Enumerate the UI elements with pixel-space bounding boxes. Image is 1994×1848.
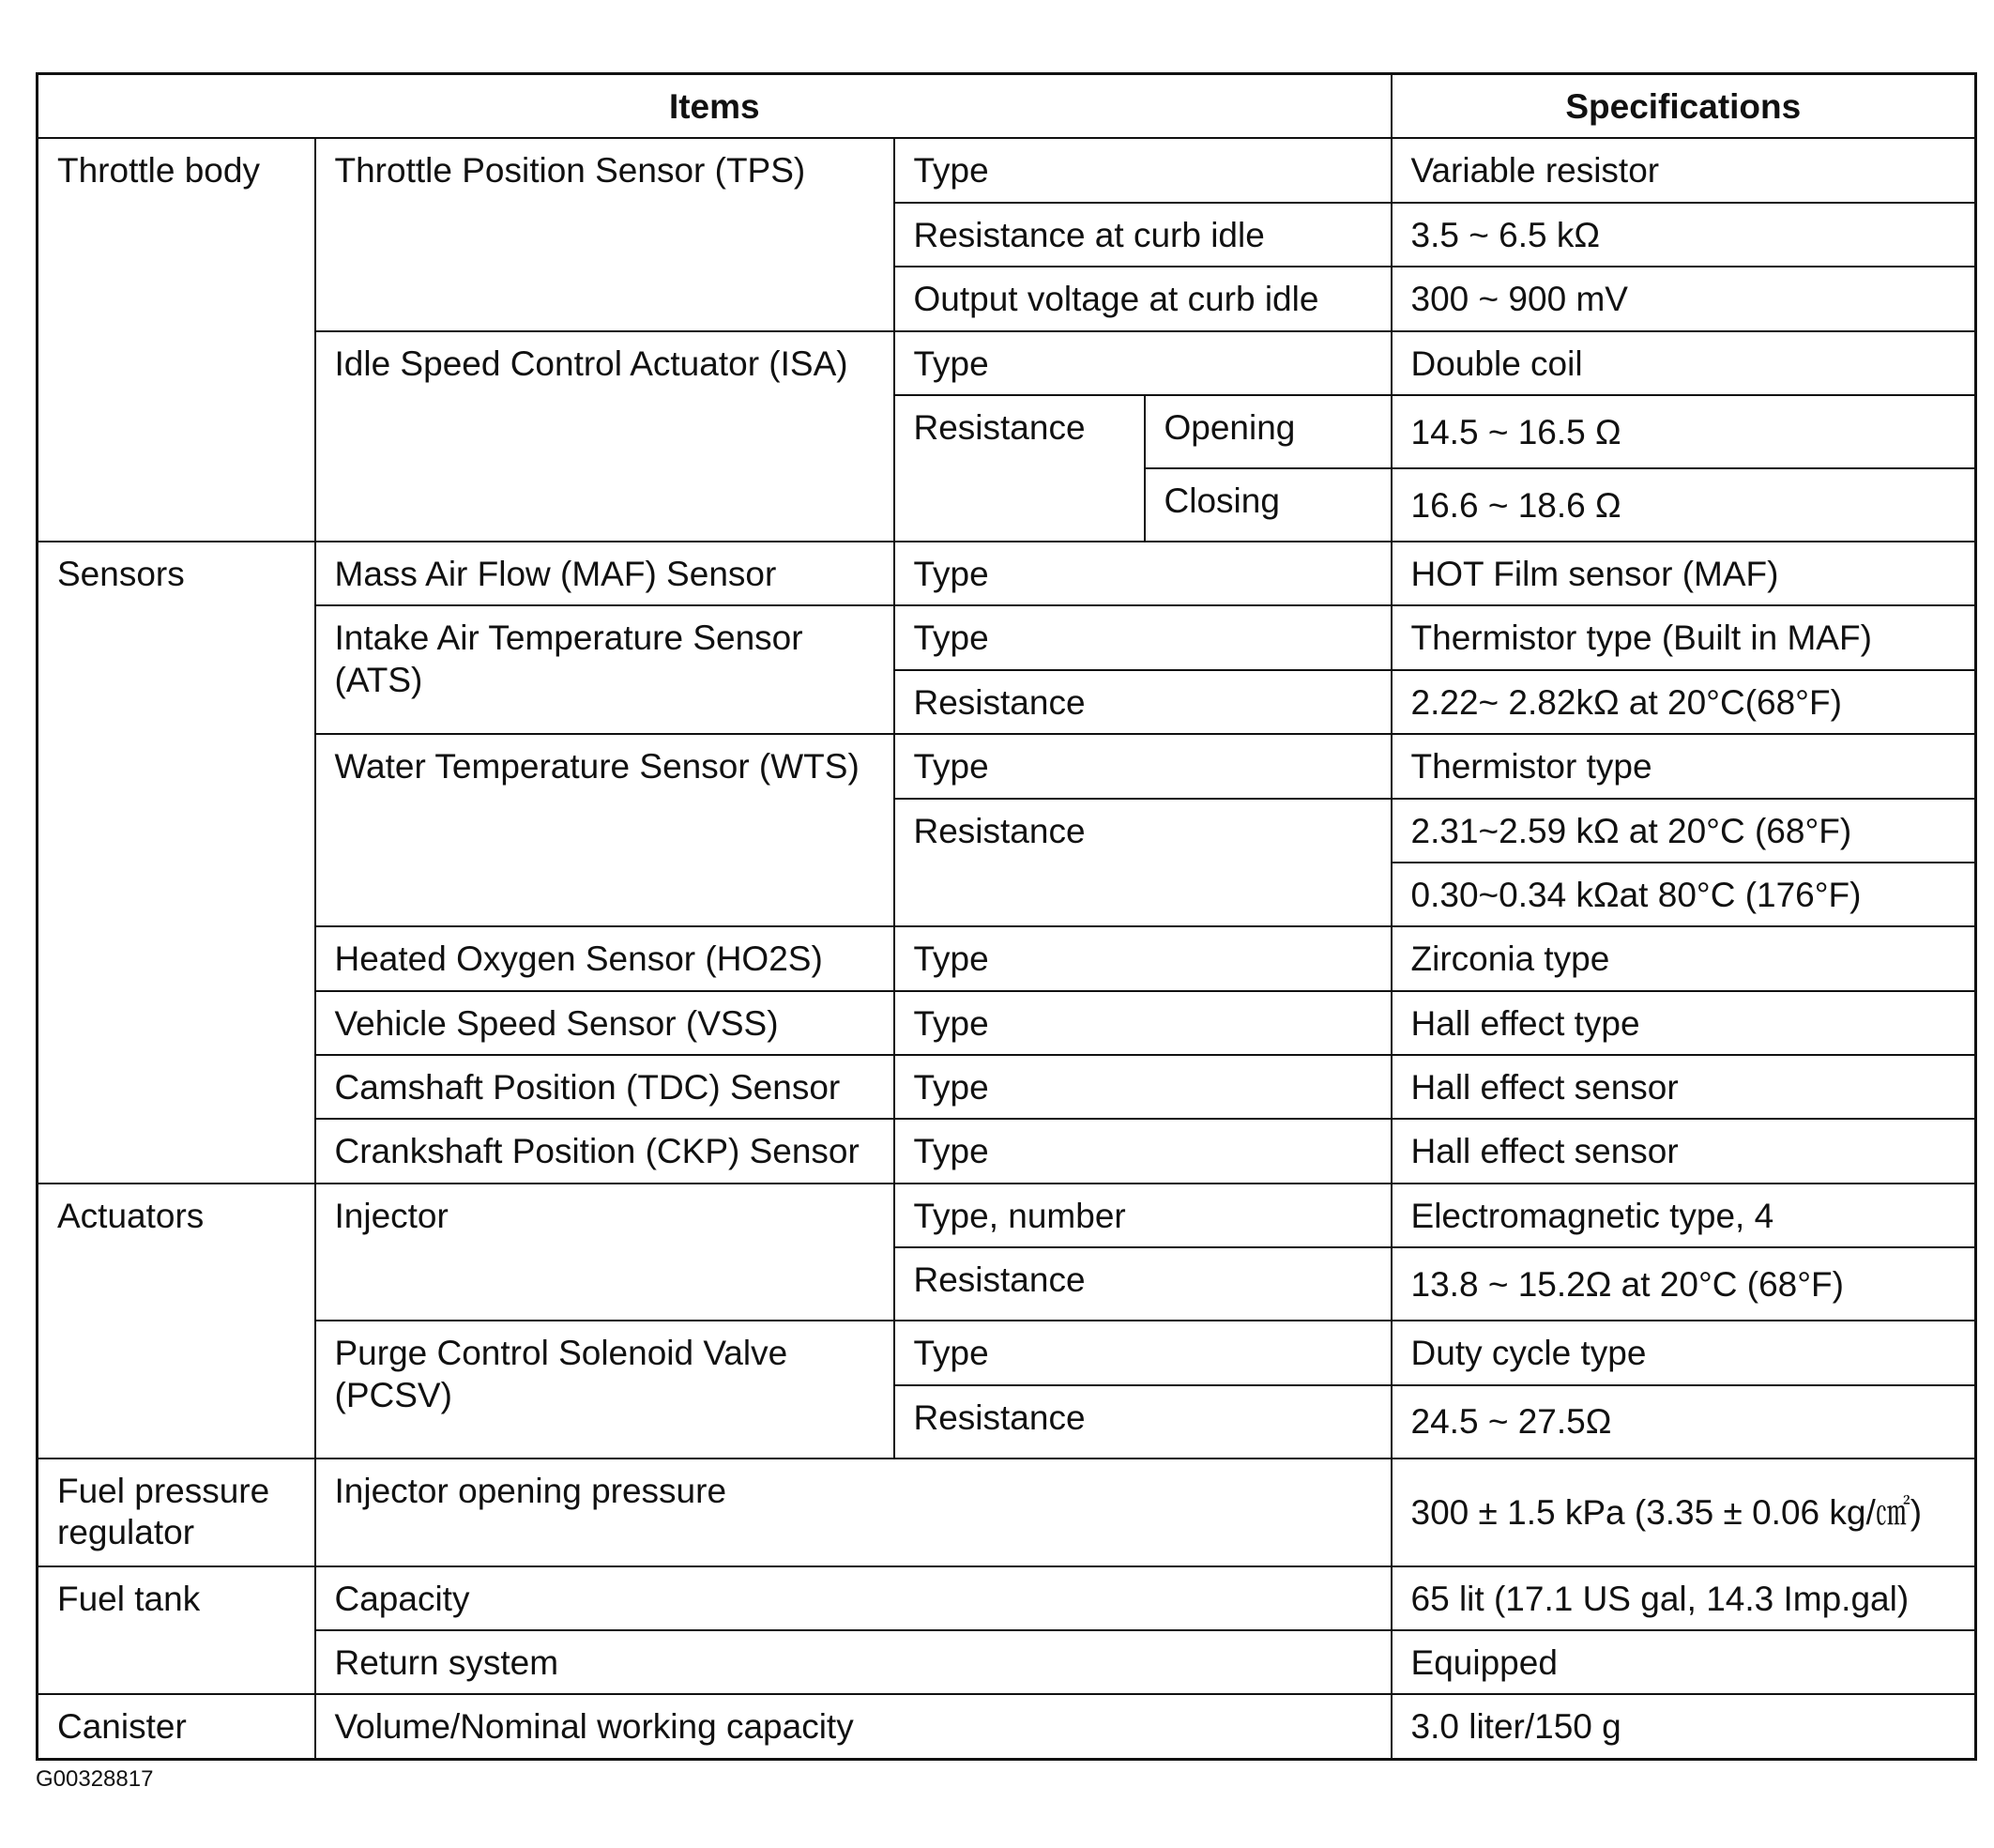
spec-value: Equipped — [1392, 1630, 1976, 1694]
table-row — [38, 542, 1976, 605]
item-isa: Idle Speed Control Actuator (ISA) — [315, 331, 894, 542]
item-tps: Throttle Position Sensor (TPS) — [315, 138, 894, 330]
item-ckp: Crankshaft Position (CKP) Sensor — [315, 1119, 894, 1183]
param-sublabel: Closing — [1145, 468, 1392, 542]
spec-value: 14.5 ~ 16.5 Ω — [1392, 395, 1976, 468]
table-row — [38, 1459, 1976, 1566]
header-row — [38, 74, 1976, 139]
param-label: Type — [894, 926, 1392, 990]
group-fuel-pressure-regulator: Fuel pressure regulator — [38, 1459, 315, 1566]
table-row — [38, 1055, 1976, 1119]
table-row — [38, 1184, 1976, 1247]
param-label: Resistance — [894, 799, 1392, 927]
spec-value: Double coil — [1392, 331, 1976, 395]
param-label: Type — [894, 1119, 1392, 1183]
item-ho2s: Heated Oxygen Sensor (HO2S) — [315, 926, 894, 990]
param-label: Type — [894, 1321, 1392, 1384]
spec-value: 0.30~0.34 kΩat 80°C (176°F) — [1392, 863, 1976, 926]
param-label: Type, number — [894, 1184, 1392, 1247]
spec-value: HOT Film sensor (MAF) — [1392, 542, 1976, 605]
param-label: Type — [894, 991, 1392, 1055]
table-row — [38, 138, 1976, 202]
spec-value: 2.31~2.59 kΩ at 20°C (68°F) — [1392, 799, 1976, 863]
param-label: Type — [894, 331, 1392, 395]
spec-value: 3.5 ~ 6.5 kΩ — [1392, 203, 1976, 267]
table-row — [38, 1566, 1976, 1630]
param-label: Type — [894, 138, 1392, 202]
spec-value: Thermistor type (Built in MAF) — [1392, 605, 1976, 669]
table-row — [38, 926, 1976, 990]
item-injector-opening-pressure: Injector opening pressure — [315, 1459, 1392, 1566]
item-pcsv: Purge Control Solenoid Valve (PCSV) — [315, 1321, 894, 1458]
table-row — [38, 331, 1976, 395]
item-vss: Vehicle Speed Sensor (VSS) — [315, 991, 894, 1055]
param-label: Resistance — [894, 395, 1145, 542]
param-label: Type — [894, 734, 1392, 798]
table-row — [38, 605, 1976, 669]
spec-value: 3.0 liter/150 g — [1392, 1694, 1976, 1759]
table-row — [38, 1119, 1976, 1183]
spec-value: Thermistor type — [1392, 734, 1976, 798]
table-row — [38, 734, 1976, 798]
param-label: Output voltage at curb idle — [894, 267, 1392, 330]
spec-value: 24.5 ~ 27.5Ω — [1392, 1385, 1976, 1459]
figure-id: G00328817 — [36, 1766, 154, 1792]
param-label: Type — [894, 1055, 1392, 1119]
specifications-table — [36, 72, 1977, 1761]
spec-value: Hall effect sensor — [1392, 1119, 1976, 1183]
spec-value: Zirconia type — [1392, 926, 1976, 990]
group-canister: Canister — [38, 1694, 315, 1759]
spec-value: 300 ± 1.5 kPa (3.35 ± 0.06 kg/㎠) — [1392, 1459, 1976, 1566]
spec-value: Electromagnetic type, 4 — [1392, 1184, 1976, 1247]
param-sublabel: Opening — [1145, 395, 1392, 468]
param-label: Type — [894, 542, 1392, 605]
table-row — [38, 1694, 1976, 1759]
items-header: Items — [38, 74, 1392, 139]
group-actuators: Actuators — [38, 1184, 315, 1459]
group-sensors: Sensors — [38, 542, 315, 1184]
item-return-system: Return system — [315, 1630, 1392, 1694]
spec-value: 300 ~ 900 mV — [1392, 267, 1976, 330]
group-throttle-body: Throttle body — [38, 138, 315, 542]
table-row — [38, 991, 1976, 1055]
item-maf: Mass Air Flow (MAF) Sensor — [315, 542, 894, 605]
spec-value: Hall effect sensor — [1392, 1055, 1976, 1119]
spec-value: 13.8 ~ 15.2Ω at 20°C (68°F) — [1392, 1247, 1976, 1321]
item-capacity: Capacity — [315, 1566, 1392, 1630]
spec-value: Variable resistor — [1392, 138, 1976, 202]
param-label: Resistance — [894, 1247, 1392, 1321]
spec-value: 2.22~ 2.82kΩ at 20°C(68°F) — [1392, 670, 1976, 734]
spec-value: Duty cycle type — [1392, 1321, 1976, 1384]
spec-value: 65 lit (17.1 US gal, 14.3 Imp.gal) — [1392, 1566, 1976, 1630]
table-row — [38, 1321, 1976, 1384]
spec-value: 16.6 ~ 18.6 Ω — [1392, 468, 1976, 542]
item-injector: Injector — [315, 1184, 894, 1321]
param-label: Resistance — [894, 1385, 1392, 1459]
item-tdc: Camshaft Position (TDC) Sensor — [315, 1055, 894, 1119]
param-label: Resistance — [894, 670, 1392, 734]
spec-value: Hall effect type — [1392, 991, 1976, 1055]
param-label: Resistance at curb idle — [894, 203, 1392, 267]
item-volume-capacity: Volume/Nominal working capacity — [315, 1694, 1392, 1759]
param-label: Type — [894, 605, 1392, 669]
specifications-header: Specifications — [1392, 74, 1976, 139]
group-fuel-tank: Fuel tank — [38, 1566, 315, 1695]
item-ats: Intake Air Temperature Sensor (ATS) — [315, 605, 894, 734]
item-wts: Water Temperature Sensor (WTS) — [315, 734, 894, 926]
table-row — [38, 1630, 1976, 1694]
